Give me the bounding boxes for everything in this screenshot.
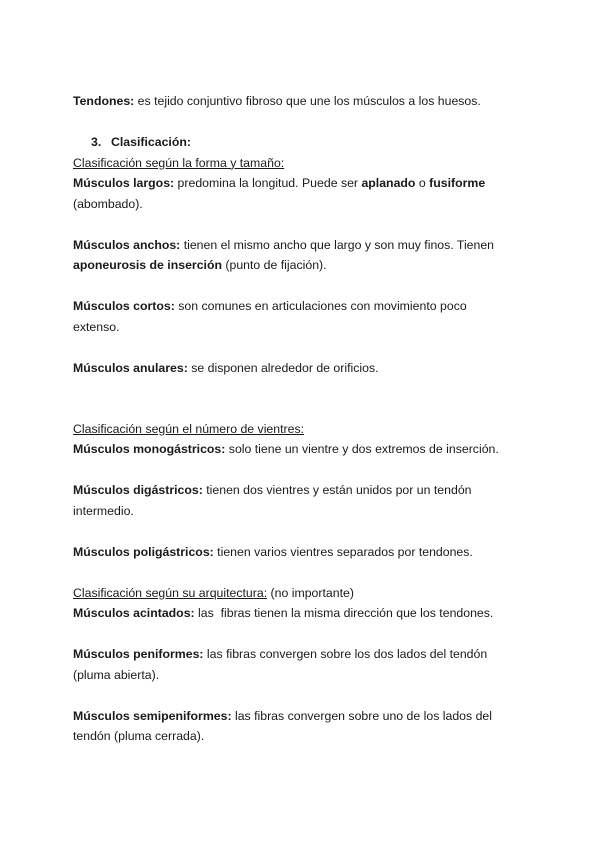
cortos-line-2: extenso. xyxy=(73,319,120,334)
anulares-paragraph xyxy=(73,358,543,379)
anchos-line-1 xyxy=(73,235,543,256)
tendones-text: es tejido conjuntivo fibroso que une los músculos a los huesos. xyxy=(134,94,481,108)
largos-line-1 xyxy=(73,173,543,194)
forma-subtitle: Clasificación según la forma y tamaño: xyxy=(73,155,285,170)
largos-conjunction: o xyxy=(415,176,430,190)
arquitectura-subtitle: Clasificación según su arquitectura: xyxy=(73,585,268,600)
semipeniformes-term: Músculos semipeniformes: xyxy=(73,708,232,723)
cortos-text: son comunes en articulaciones con movimiento poco xyxy=(174,299,467,313)
document-page xyxy=(73,91,543,747)
anulares-term: Músculos anulares: xyxy=(73,360,188,375)
largos-term: Músculos largos: xyxy=(73,176,175,190)
monogastricos-text: solo tiene un vientre y dos extremos de inserción. xyxy=(225,442,499,456)
cortos-line-1 xyxy=(73,296,543,317)
semipeniformes-line-1 xyxy=(73,706,543,727)
anchos-aponeurosis: aponeurosis de inserción xyxy=(73,258,222,272)
arquitectura-subtitle-line xyxy=(73,583,543,604)
largos-text: predomina la longitud. Puede ser xyxy=(174,176,362,190)
digastricos-term: Músculos digástricos: xyxy=(73,483,203,497)
semipeniformes-text: las fibras convergen sobre uno de los lados del xyxy=(231,708,492,723)
vientres-subtitle: Clasificación según el número de vientres: xyxy=(73,421,305,436)
monogastricos-term: Músculos monogástricos: xyxy=(73,442,226,456)
acintados-text: las fibras tienen la misma dirección que los tendones. xyxy=(194,606,494,620)
monogastricos-paragraph xyxy=(73,439,543,460)
acintados-term: Músculos acintados: xyxy=(73,606,195,620)
peniformes-term: Músculos peniformes: xyxy=(73,647,204,661)
poligastricos-term: Músculos poligástricos: xyxy=(73,544,214,559)
cortos-term: Músculos cortos: xyxy=(73,299,175,313)
section-heading xyxy=(73,132,543,153)
peniformes-line-1 xyxy=(73,644,543,665)
largos-line-2: (abombado). xyxy=(73,196,143,211)
poligastricos-paragraph xyxy=(73,542,543,563)
acintados-paragraph xyxy=(73,603,543,624)
digastricos-text: tienen dos vientres y están unidos por un tendón xyxy=(202,483,472,497)
digastricos-line-1 xyxy=(73,480,543,501)
arquitectura-note: (no importante) xyxy=(267,585,354,600)
peniformes-line-2: (pluma abierta). xyxy=(73,667,160,682)
poligastricos-text: tienen varios vientres separados por tendones. xyxy=(213,544,473,559)
tendones-paragraph xyxy=(73,91,543,112)
largos-aplanado: aplanado xyxy=(361,176,416,190)
anulares-text: se disponen alrededor de orificios. xyxy=(187,360,379,375)
largos-fusiforme: fusiforme xyxy=(429,176,486,190)
peniformes-text: las fibras convergen sobre los dos lados del tendón xyxy=(203,647,488,661)
semipeniformes-line-2: tendón (pluma cerrada). xyxy=(73,729,205,743)
tendones-term: Tendones: xyxy=(73,94,135,108)
digastricos-line-2: intermedio. xyxy=(73,503,134,518)
anchos-text: tienen el mismo ancho que largo y son muy finos. Tienen xyxy=(180,237,495,252)
anchos-line-2 xyxy=(73,255,543,276)
anchos-text-2: (punto de fijación). xyxy=(221,258,327,272)
section-number: 3. xyxy=(91,135,102,149)
section-title: Clasificación: xyxy=(111,135,191,149)
anchos-term: Músculos anchos: xyxy=(73,237,181,252)
